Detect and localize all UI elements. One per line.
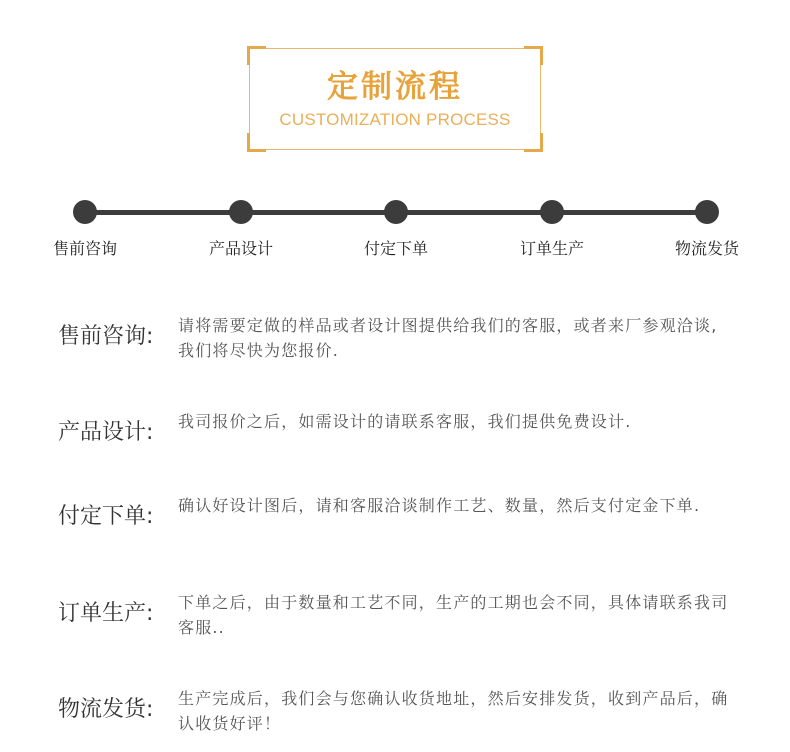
detail-heading: 订单生产:	[58, 601, 154, 626]
timeline-label-2: 产品设计	[208, 239, 273, 258]
detail-text: 我司报价之后，如需设计的请联系客服，我们提供免费设计.	[178, 412, 632, 431]
timeline-label-3: 付定下单	[363, 239, 428, 258]
timeline-label-1: 售前咨询	[52, 239, 117, 258]
timeline-dot-2	[229, 200, 253, 224]
frame-corner-bottom-left	[247, 133, 266, 152]
detail-heading: 售前咨询:	[58, 324, 154, 349]
detail-text: 生产完成后，我们会与您确认收货地址，然后安排发货，收到产品后，确认收货好评！	[178, 689, 729, 733]
detail-heading: 物流发货:	[58, 697, 154, 722]
process-timeline	[0, 190, 790, 260]
frame-corner-bottom-right	[524, 133, 543, 152]
page-subtitle: CUSTOMIZATION PROCESS	[279, 110, 511, 129]
detail-text: 确认好设计图后，请和客服洽谈制作工艺、数量，然后支付定金下单.	[178, 496, 701, 515]
timeline-label-5: 物流发货	[674, 239, 739, 258]
timeline-label-4: 订单生产	[519, 239, 584, 258]
detail-heading: 产品设计:	[58, 420, 154, 445]
detail-text: 下单之后，由于数量和工艺不同，生产的工期也会不同，具体请联系我司客服..	[178, 593, 729, 637]
detail-text: 请将需要定做的样品或者设计图提供给我们的客服，或者来厂参观洽谈,我们将尽快为您报价.	[178, 316, 718, 360]
page-title: 定制流程	[327, 69, 463, 105]
detail-heading: 付定下单:	[58, 504, 154, 529]
timeline-dot-5	[695, 200, 719, 224]
timeline-dot-1	[73, 200, 97, 224]
timeline-dot-4	[540, 200, 564, 224]
timeline-dot-3	[384, 200, 408, 224]
title-frame	[249, 48, 541, 150]
